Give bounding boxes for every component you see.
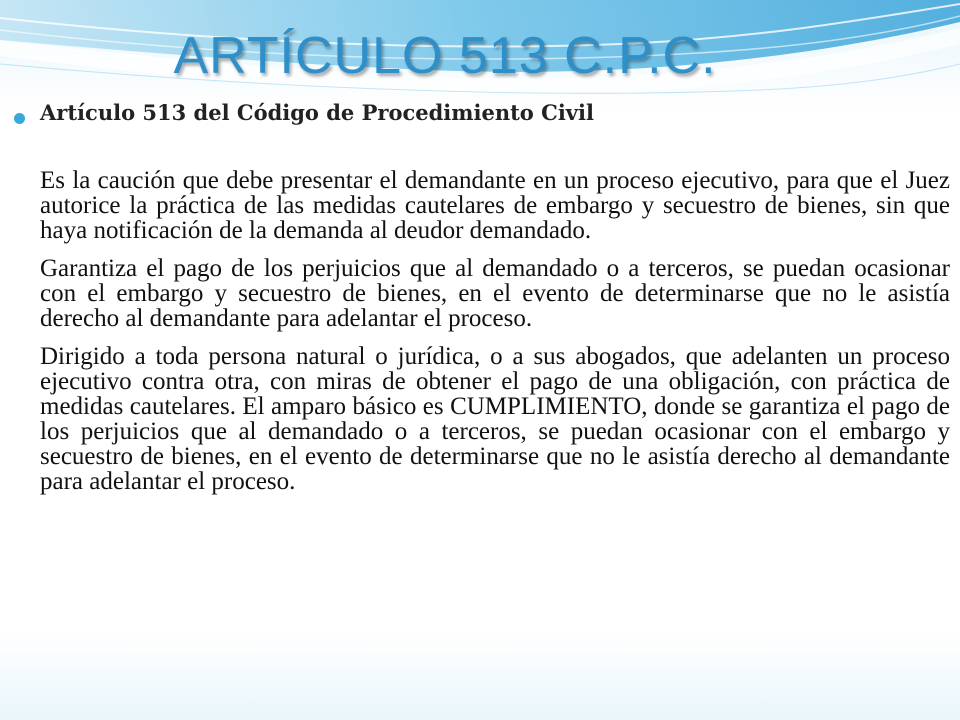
paragraph-audience: Dirigido a toda persona natural o jurídica, o a sus abogados, que adelanten un proceso ejecutivo contra otra, con miras de obtener el pago de una obligación, con práctica de medidas cautelares. El amparo básico es CUMPLIMIENTO, donde se garantiza el pago de los perjuicios que al demandado o a terceros, se puedan ocasionar con el embargo y secuestro de bienes, en el evento de determinarse que no le asistía derecho al demandante para adelantar el proceso. (40, 343, 950, 495)
bullet-icon (14, 113, 25, 124)
paragraph-guarantee: Garantiza el pago de los perjuicios que al demandado o a terceros, se puedan ocasionar con el embargo y secuestro de bienes, en el evento de determinarse que no le asistía derecho al demandante para adelantar el proceso. (40, 255, 950, 332)
article-heading: Artículo 513 del Código de Procedimiento Civil (40, 100, 594, 125)
paragraph-definition: Es la caución que debe presentar el demandante en un proceso ejecutivo, para que el Juez autorice la práctica de las medidas cautelares de embargo y secuestro de bienes, sin que haya notificación de la demanda al deudor demandado. (40, 167, 950, 244)
article-body (40, 168, 950, 507)
slide-title: ARTÍCULO 513 C.P.C. (173, 27, 717, 85)
